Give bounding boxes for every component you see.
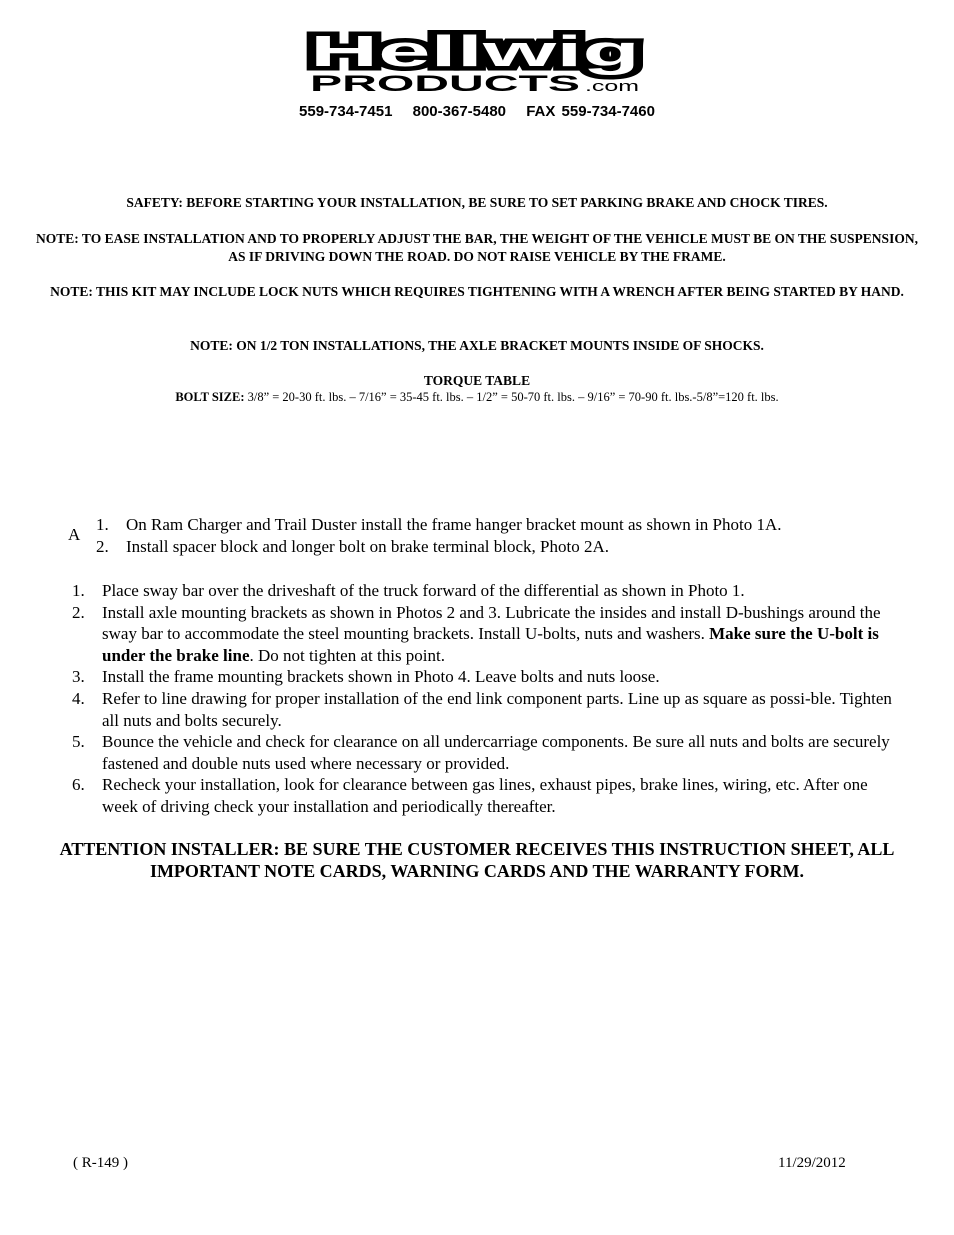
step-number: 4. — [72, 688, 85, 708]
document-date: 11/29/2012 — [778, 1155, 846, 1171]
contact-line — [0, 103, 954, 120]
attention-installer-notice: ATTENTION INSTALLER: BE SURE THE CUSTOMER RECEIVES THIS INSTRUCTION SHEET, ALL IMPORTANT NOTE CARDS, WARNING CARDS AND THE WARRANTY FORM. — [59, 839, 895, 881]
installation-steps — [72, 580, 892, 818]
list-item — [72, 731, 892, 774]
step-number: 2. — [72, 602, 85, 622]
step-text: Recheck your installation, look for clearance between gas lines, exhaust pipes, brake lines, wiring, etc. After one week of driving check your installation and periodically thereafter. — [102, 775, 868, 816]
fax-number: FAX 559-734-7460 — [526, 103, 655, 120]
step-text: Bounce the vehicle and check for clearance on all undercarriage components. Be sure all nuts and bolts are securely fastened and double nuts used where necessary or provided. — [102, 732, 890, 773]
logo-sub: PRODUCTS — [310, 71, 580, 96]
step-number: 1. — [72, 581, 85, 600]
list-item — [96, 536, 782, 558]
step-text: Install the frame mounting brackets shown in Photo 4. Leave bolts and nuts loose. — [102, 667, 660, 687]
torque-table-title: TORQUE TABLE — [423, 373, 531, 388]
logo-suffix: .com — [585, 78, 639, 95]
phone-2: 800-367-5480 — [412, 103, 507, 120]
list-item — [72, 666, 892, 688]
torque-table-values — [0, 390, 954, 405]
step-text: On Ram Charger and Trail Duster install the frame hanger bracket mount as shown in Photo 1A. — [126, 515, 782, 534]
step-number: 5. — [72, 732, 85, 752]
list-item — [72, 774, 892, 817]
step-text: Install spacer block and longer bolt on brake terminal block, Photo 2A. — [126, 536, 609, 556]
hellwig-logo — [305, 28, 645, 98]
step-text-container — [102, 602, 892, 667]
bolt-size-label: BOLT SIZE: — [175, 390, 245, 404]
step-text: Place sway bar over the driveshaft of the truck forward of the differential as shown in Photo 1. — [102, 581, 745, 600]
step-number: 1. — [96, 515, 109, 534]
step-number: 3. — [72, 667, 85, 687]
bolt-size-values: 3/8” = 20-30 ft. lbs. – 7/16” = 35-45 ft. lbs. – 1/2” = 50-70 ft. lbs. – 9/16” = 70-90 ft. lbs.-5/8”=120 ft. lbs. — [247, 390, 779, 404]
section-a-label: A — [68, 525, 81, 544]
lock-nut-note: NOTE: THIS KIT MAY INCLUDE LOCK NUTS WHICH REQUIRES TIGHTENING WITH A WRENCH AFTER BEING STARTED BY HAND. — [50, 284, 904, 299]
step-emphasis: Make sure the U-bolt is under the brake line — [102, 624, 879, 665]
document-code: ( R-149 ) — [73, 1155, 128, 1171]
list-item — [72, 602, 892, 667]
safety-note: SAFETY: BEFORE STARTING YOUR INSTALLATION, BE SURE TO SET PARKING BRAKE AND CHOCK TIRES. — [126, 195, 828, 210]
half-ton-note: NOTE: ON 1/2 TON INSTALLATIONS, THE AXLE BRACKET MOUNTS INSIDE OF SHOCKS. — [190, 338, 764, 353]
step-text: Refer to line drawing for proper installation of the end link component parts. Line up as square as possi-ble. Tighten all nuts and bolts securely. — [102, 688, 892, 730]
list-item — [96, 514, 782, 536]
step-text: Install axle mounting brackets as shown in Photos 2 and 3. Lubricate the insides and install D-bushings around the sway bar to accommodate the steel mounting brackets. Install U-bolts, nuts and washers. — [102, 602, 881, 644]
step-number: 2. — [96, 536, 109, 556]
weight-note: NOTE: TO EASE INSTALLATION AND TO PROPERLY ADJUST THE BAR, THE WEIGHT OF THE VEHICLE MUST BE ON THE SUSPENSION, AS IF DRIVING DOWN THE ROAD. DO NOT RAISE VEHICLE BY THE FRAME. — [36, 231, 918, 264]
logo-main: Hellwig — [310, 28, 640, 76]
step-text-tail: . Do not tighten at this point. — [249, 645, 446, 665]
section-a-steps — [96, 514, 782, 557]
list-item — [72, 688, 892, 731]
list-item — [72, 580, 892, 602]
phone-1: 559-734-7451 — [299, 103, 393, 120]
step-number: 6. — [72, 775, 85, 795]
